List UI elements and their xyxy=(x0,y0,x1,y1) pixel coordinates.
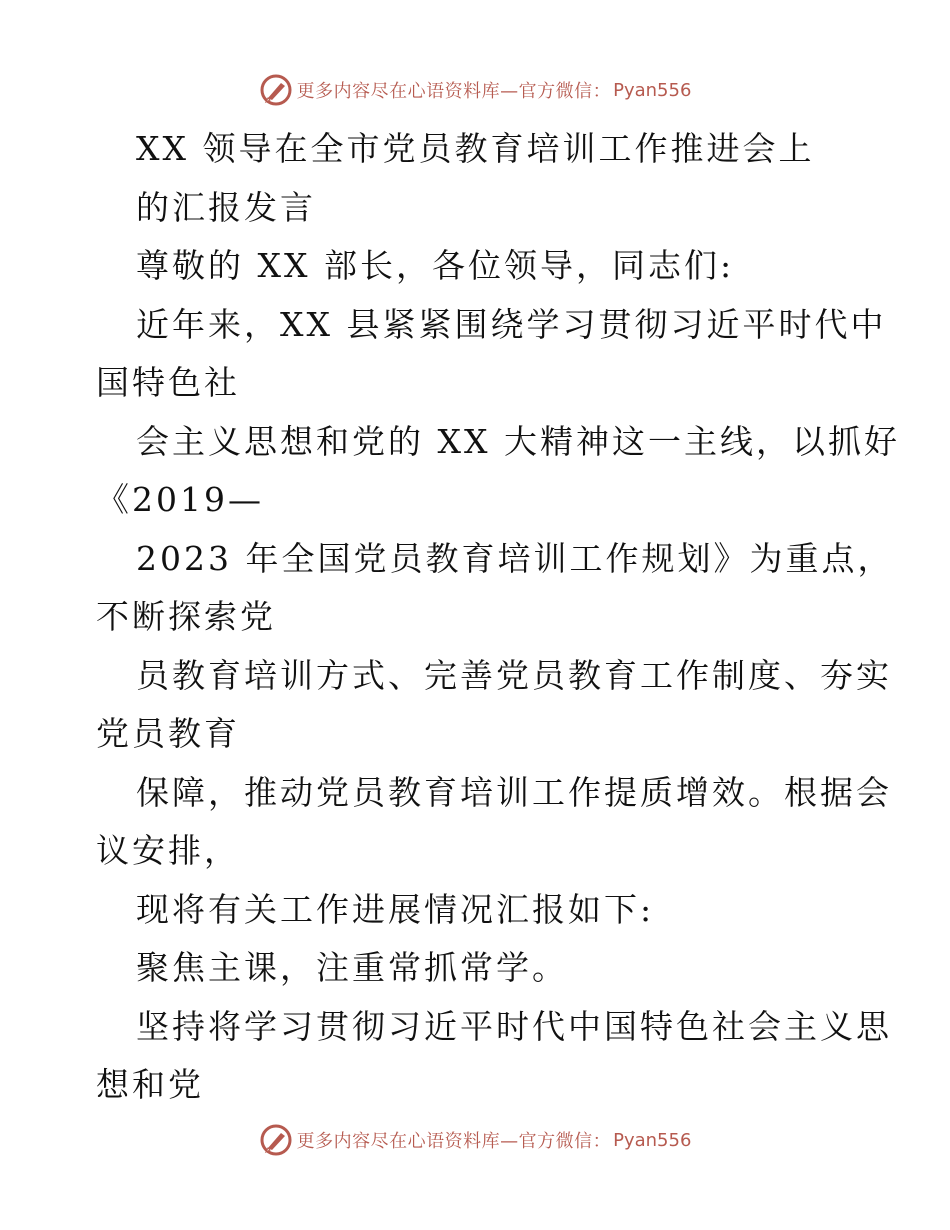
footer-watermark-banner xyxy=(0,1120,950,1160)
doc-paragraph-line: 近年来，XX 县紧紧围绕学习贯彻习近平时代中 xyxy=(136,304,887,344)
banner-wechat-id: Pyan556 xyxy=(613,79,692,101)
doc-salutation: 尊敬的 XX 部长，各位领导，同志们: xyxy=(136,246,735,285)
banner-text: 更多内容尽在心语资料库—官方微信： xyxy=(296,1131,612,1152)
doc-paragraph-line: 坚持将学习贯彻习近平时代中国特色社会主义思 xyxy=(136,1006,892,1046)
doc-paragraph-line: 《2019— xyxy=(96,480,264,519)
pen-logo-icon xyxy=(259,73,293,107)
document-body xyxy=(96,120,900,1115)
banner-wechat-id: Pyan556 xyxy=(613,1129,692,1151)
doc-paragraph-line: 现将有关工作进展情况汇报如下: xyxy=(136,889,655,929)
doc-paragraph-line: 想和党 xyxy=(96,1065,204,1104)
banner-text: 更多内容尽在心语资料库—官方微信： xyxy=(296,81,612,102)
doc-title-line-1: XX 领导在全市党员教育培训工作推进会上 xyxy=(136,129,815,168)
pen-logo-icon xyxy=(259,1123,293,1157)
doc-section-heading: 聚焦主课，注重常抓常学。 xyxy=(136,948,568,987)
doc-title-line-2: 的汇报发言 xyxy=(136,187,316,227)
doc-paragraph-line: 议安排， xyxy=(96,831,240,870)
doc-paragraph-line: 国特色社 xyxy=(96,363,240,402)
doc-paragraph-line: 党员教育 xyxy=(96,714,240,753)
doc-paragraph-line: 2023 年全国党员教育培训工作规划》为重点， xyxy=(136,538,894,578)
doc-paragraph-line: 不断探索党 xyxy=(96,597,276,636)
header-watermark-banner xyxy=(0,70,950,110)
doc-paragraph-line: 保障，推动党员教育培训工作提质增效。根据会 xyxy=(136,772,892,812)
doc-paragraph-line: 员教育培训方式、完善党员教育工作制度、夯实 xyxy=(136,655,892,695)
doc-paragraph-line: 会主义思想和党的 XX 大精神这一主线，以抓好 xyxy=(136,421,900,461)
